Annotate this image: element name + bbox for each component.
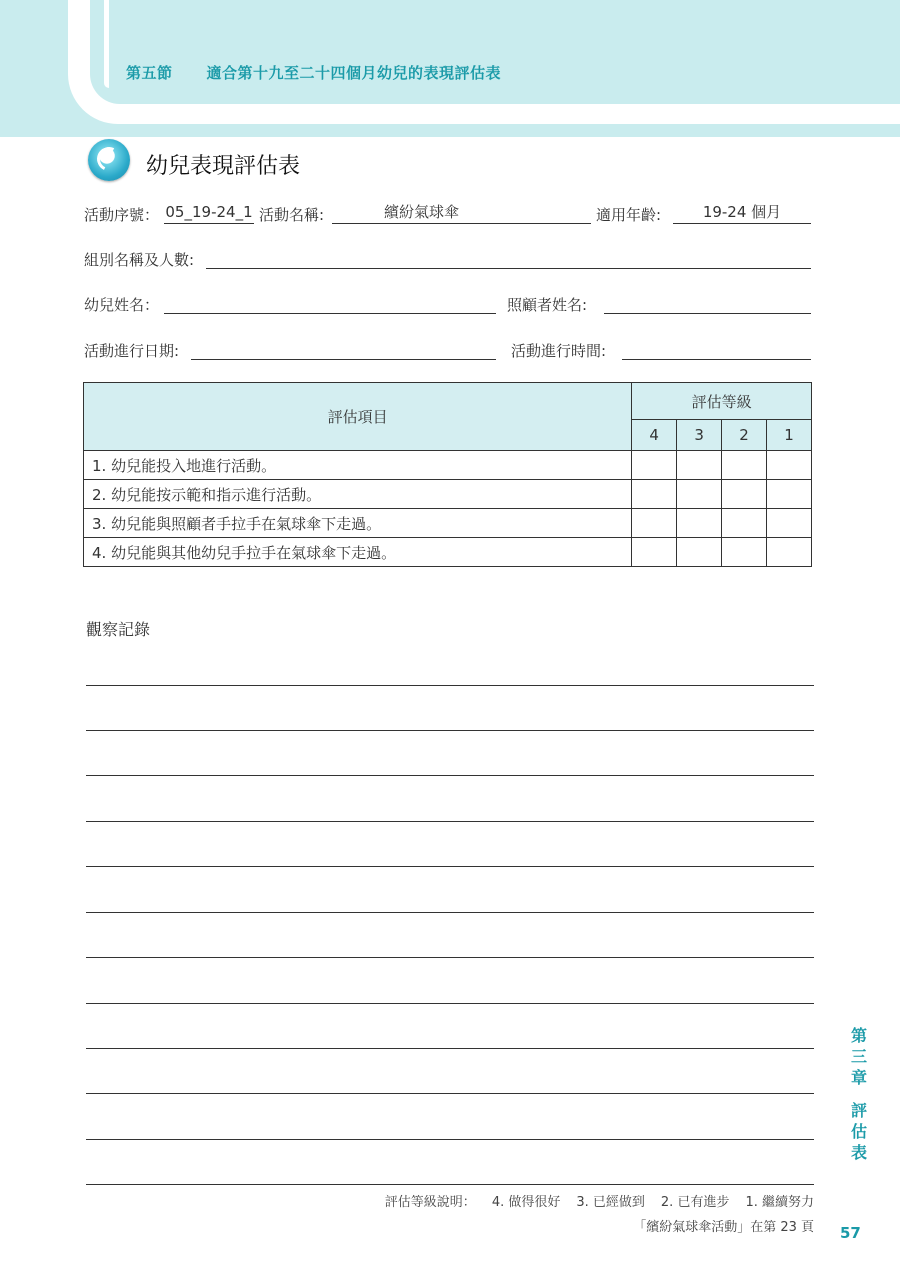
table-row: [84, 451, 812, 480]
writing-line[interactable]: [86, 775, 814, 776]
activity-no-field[interactable]: 05_19-24_1: [164, 203, 254, 224]
rating-cell[interactable]: [767, 480, 812, 509]
writing-line[interactable]: [86, 912, 814, 913]
legend-item: 3. 已經做到: [576, 1195, 645, 1210]
time-label: 活動進行時間:: [511, 342, 607, 360]
side-tab-char: 第: [850, 1026, 867, 1045]
rating-cell[interactable]: [767, 538, 812, 567]
header-accent: [104, 0, 109, 88]
level-header: 評估等級: [632, 383, 812, 420]
chapter-label: [849, 1025, 869, 1088]
rating-cell[interactable]: [677, 480, 722, 509]
rating-cell[interactable]: [722, 509, 767, 538]
activity-name-label: 活動名稱:: [259, 206, 325, 224]
date-label: 活動進行日期:: [84, 342, 180, 360]
legend-item: 2. 已有進步: [660, 1195, 730, 1210]
level-2-header: 2: [722, 420, 767, 451]
level-3-header: 3: [677, 420, 722, 451]
time-field[interactable]: [622, 339, 811, 360]
child-name-label: 幼兒姓名：: [84, 296, 160, 314]
writing-line[interactable]: [86, 957, 814, 958]
rating-cell[interactable]: [632, 451, 677, 480]
chapter-name: [849, 1100, 869, 1163]
age-label: 適用年齡:: [596, 206, 662, 224]
rating-cell[interactable]: [722, 480, 767, 509]
rating-cell[interactable]: [722, 538, 767, 567]
legend-item: 4. 做得很好: [491, 1195, 561, 1210]
rating-cell[interactable]: [677, 451, 722, 480]
carer-name-field[interactable]: [604, 293, 811, 314]
item-header: 評估項目: [84, 383, 632, 451]
writing-line[interactable]: [86, 1184, 814, 1185]
assessment-item: 3. 幼兒能與照顧者手拉手在氣球傘下走過。: [84, 509, 632, 538]
assessment-item: 2. 幼兒能按示範和指示進行活動。: [84, 480, 632, 509]
side-tab-char: 表: [850, 1143, 867, 1162]
writing-line[interactable]: [86, 1139, 814, 1140]
section-heading: [126, 62, 501, 83]
rating-cell[interactable]: [722, 451, 767, 480]
writing-line[interactable]: [86, 1093, 814, 1094]
page-number: 57: [840, 1224, 861, 1242]
rating-cell[interactable]: [632, 509, 677, 538]
table-row: [84, 538, 812, 567]
level-4-header: 4: [632, 420, 677, 451]
carer-name-label: 照顧者姓名:: [507, 296, 588, 314]
activity-name-field[interactable]: [332, 203, 591, 224]
writing-line[interactable]: [86, 1003, 814, 1004]
section-title: 適合第十九至二十四個月幼兒的表現評估表: [206, 64, 502, 82]
legend-item: 1. 繼續努力: [745, 1195, 814, 1210]
assessment-item: 1. 幼兒能投入地進行活動。: [84, 451, 632, 480]
group-field[interactable]: [206, 248, 811, 269]
bubble-icon: [88, 139, 130, 181]
side-tab-char: 三: [850, 1047, 867, 1066]
chapter-side-tab: [849, 1025, 869, 1163]
header-panel: [90, 0, 900, 104]
rating-cell[interactable]: [632, 480, 677, 509]
age-field[interactable]: 19-24 個月: [673, 203, 811, 224]
assessment-table: [83, 382, 812, 567]
rating-cell[interactable]: [677, 509, 722, 538]
activity-reference: 「繽紛氣球傘活動」在第 23 頁: [633, 1220, 814, 1235]
writing-line[interactable]: [86, 821, 814, 822]
level-1-header: 1: [767, 420, 812, 451]
rating-legend: [385, 1191, 814, 1210]
legend-label: 評估等級說明：: [384, 1195, 476, 1210]
writing-line[interactable]: [86, 866, 814, 867]
date-field[interactable]: [191, 339, 496, 360]
table-row: [84, 480, 812, 509]
page-title: 幼兒表現評估表: [146, 154, 301, 179]
activity-name-value: 繽紛氣球傘: [384, 203, 460, 221]
child-name-field[interactable]: [164, 293, 496, 314]
writing-line[interactable]: [86, 1048, 814, 1049]
rating-cell[interactable]: [677, 538, 722, 567]
activity-no-label: 活動序號：: [84, 206, 160, 224]
section-number: 第五節: [126, 64, 173, 82]
rating-cell[interactable]: [767, 509, 812, 538]
group-label: 組別名稱及人數:: [84, 251, 195, 269]
side-tab-char: 評: [850, 1101, 867, 1120]
observation-title: 觀察記錄: [86, 620, 151, 639]
assessment-item: 4. 幼兒能與其他幼兒手拉手在氣球傘下走過。: [84, 538, 632, 567]
writing-line[interactable]: [86, 685, 814, 686]
side-tab-char: 估: [850, 1122, 867, 1141]
rating-cell[interactable]: [767, 451, 812, 480]
rating-cell[interactable]: [632, 538, 677, 567]
table-row: [84, 509, 812, 538]
writing-line[interactable]: [86, 730, 814, 731]
side-tab-char: 章: [850, 1068, 867, 1087]
